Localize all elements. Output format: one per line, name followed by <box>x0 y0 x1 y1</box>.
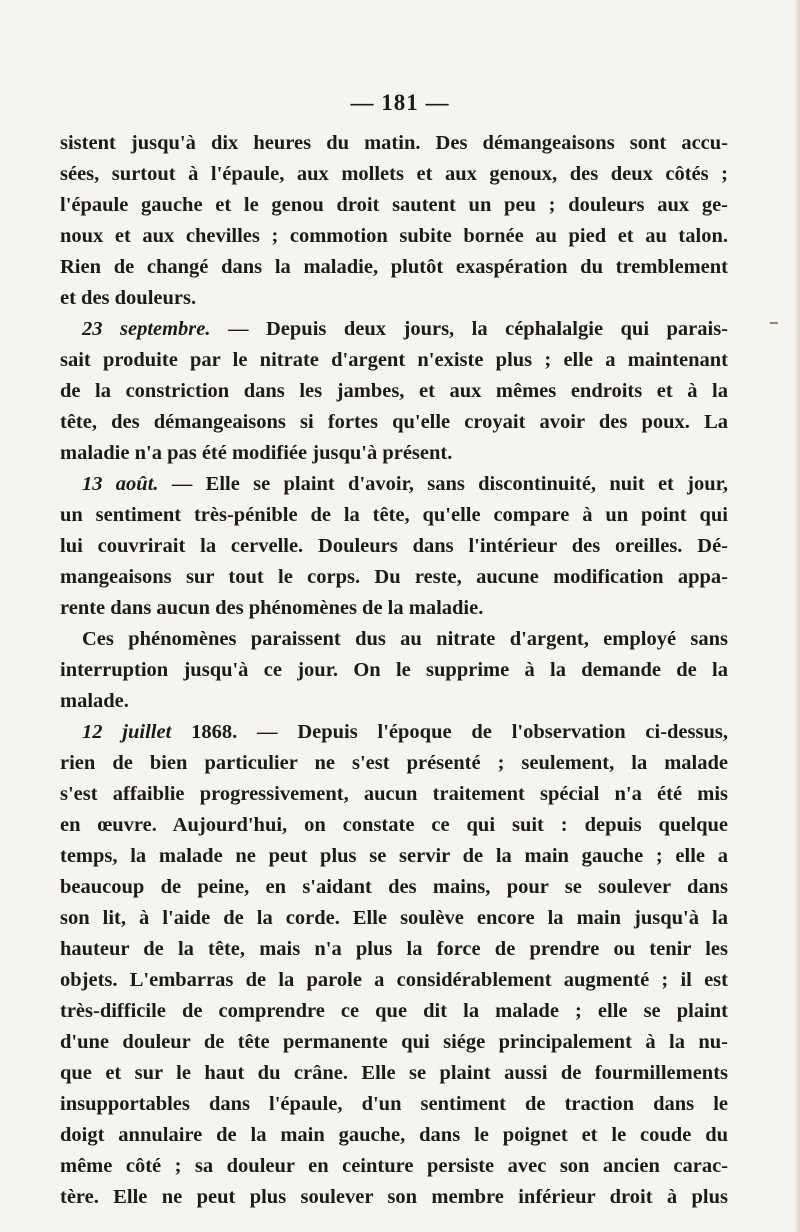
text-line: s'est affaiblie progressivement, aucun traitement spécial n'a été mis <box>60 783 728 805</box>
entry-date: 12 juillet <box>82 721 172 743</box>
entry-date: 13 août. <box>82 473 159 495</box>
text-line: Rien de changé dans la maladie, plutôt exaspération du tremblement <box>60 256 728 278</box>
text-line: sait produite par le nitrate d'argent n'existe plus ; elle a maintenant <box>60 349 728 371</box>
body-text <box>60 128 728 1213</box>
entry-text: — Elle se plaint d'avoir, sans discontinuité, nuit et jour, <box>171 473 728 495</box>
page-number: — 181 — <box>350 90 450 115</box>
paragraph-start <box>60 314 728 345</box>
text-line: beaucoup de peine, en s'aidant des mains, pour se soulever dans <box>60 876 728 898</box>
entry-date: 23 septembre. <box>82 318 211 340</box>
text-line: tère. Elle ne peut plus soulever son membre inférieur droit à plus <box>60 1186 728 1208</box>
text-line: et des douleurs. <box>60 287 197 309</box>
entry-text: — Depuis deux jours, la céphalalgie qui parais- <box>228 318 728 340</box>
text-line: rien de bien particulier ne s'est présenté ; seulement, la malade <box>60 752 728 774</box>
text-line: l'épaule gauche et le genou droit sautent un peu ; douleurs aux ge- <box>60 194 728 216</box>
entry-text: 1868. — Depuis l'époque de l'observation ci-dessus, <box>191 721 728 743</box>
text-line: que et sur le haut du crâne. Elle se plaint aussi de fourmillements <box>60 1062 728 1084</box>
text-line: objets. L'embarras de la parole a considérablement augmenté ; il est <box>60 969 728 991</box>
text-line: maladie n'a pas été modifiée jusqu'à présent. <box>60 442 453 464</box>
paragraph-start <box>60 717 728 748</box>
text-line: interruption jusqu'à ce jour. On le supprime à la demande de la <box>60 659 728 681</box>
text-line: même côté ; sa douleur en ceinture persiste avec son ancien carac- <box>60 1155 728 1177</box>
text-line: mangeaisons sur tout le corps. Du reste, aucune modification appa- <box>60 566 728 588</box>
text-line: lui couvrirait la cervelle. Douleurs dans l'intérieur des oreilles. Dé- <box>60 535 728 557</box>
text-line: hauteur de la tête, mais n'a plus la force de prendre ou tenir les <box>60 938 728 960</box>
page-edge <box>794 0 800 1232</box>
paragraph-start: Ces phénomènes paraissent dus au nitrate d'argent, employé sans <box>82 628 728 650</box>
text-line: de la constriction dans les jambes, et aux mêmes endroits et à la <box>60 380 728 402</box>
text-line: sées, surtout à l'épaule, aux mollets et aux genoux, des deux côtés ; <box>60 163 728 185</box>
text-line: très-difficile de comprendre ce que dit la malade ; elle se plaint <box>60 1000 728 1022</box>
text-line: noux et aux chevilles ; commotion subite bornée au pied et au talon. <box>60 225 728 247</box>
text-line: doigt annulaire de la main gauche, dans le poignet et le coude du <box>60 1124 728 1146</box>
text-line: temps, la malade ne peut plus se servir de la main gauche ; elle a <box>60 845 728 867</box>
text-line: malade. <box>60 690 129 712</box>
text-line: sistent jusqu'à dix heures du matin. Des démangeaisons sont accu- <box>60 132 728 154</box>
text-line: rente dans aucun des phénomènes de la maladie. <box>60 597 484 619</box>
text-line: son lit, à l'aide de la corde. Elle soulève encore la main jusqu'à la <box>60 907 728 929</box>
text-line: un sentiment très-pénible de la tête, qu'elle compare à un point qui <box>60 504 728 526</box>
paragraph-start <box>60 469 728 500</box>
text-line: d'une douleur de tête permanente qui siége principalement à la nu- <box>60 1031 728 1053</box>
text-line: insupportables dans l'épaule, d'un sentiment de traction dans le <box>60 1093 728 1115</box>
margin-mark <box>770 322 778 324</box>
text-line: en œuvre. Aujourd'hui, on constate ce qui suit : depuis quelque <box>60 814 728 836</box>
text-line: tête, des démangeaisons si fortes qu'elle croyait avoir des poux. La <box>60 411 728 433</box>
